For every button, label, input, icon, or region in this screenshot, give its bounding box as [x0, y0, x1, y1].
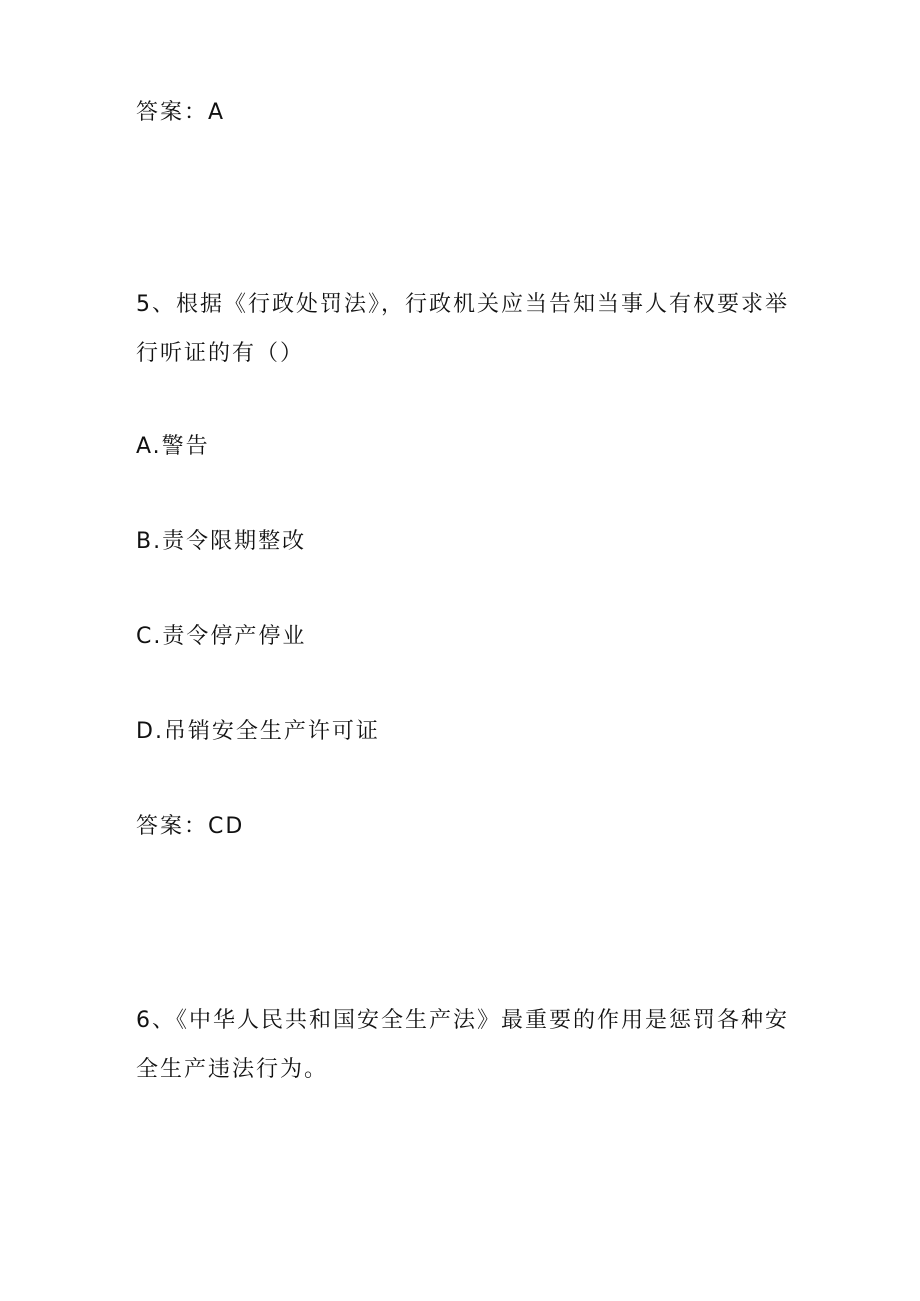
- answer-4: 答案：A: [136, 100, 226, 125]
- question-6-line-2: 全生产违法行为。: [136, 1057, 329, 1082]
- option-b: B.责令限期整改: [136, 529, 307, 554]
- option-c: C.责令停产停业: [136, 624, 307, 649]
- option-d: D.吊销安全生产许可证: [136, 719, 380, 744]
- question-6-line-1: 6、《中华人民共和国安全生产法》最重要的作用是惩罚各种安: [136, 1008, 789, 1033]
- option-a: A.警告: [136, 434, 210, 459]
- question-5-line-2: 行听证的有（）: [136, 341, 305, 366]
- question-5-line-1: 5、根据《行政处罚法》，行政机关应当告知当事人有权要求举: [136, 292, 789, 317]
- answer-5: 答案：CD: [136, 814, 245, 839]
